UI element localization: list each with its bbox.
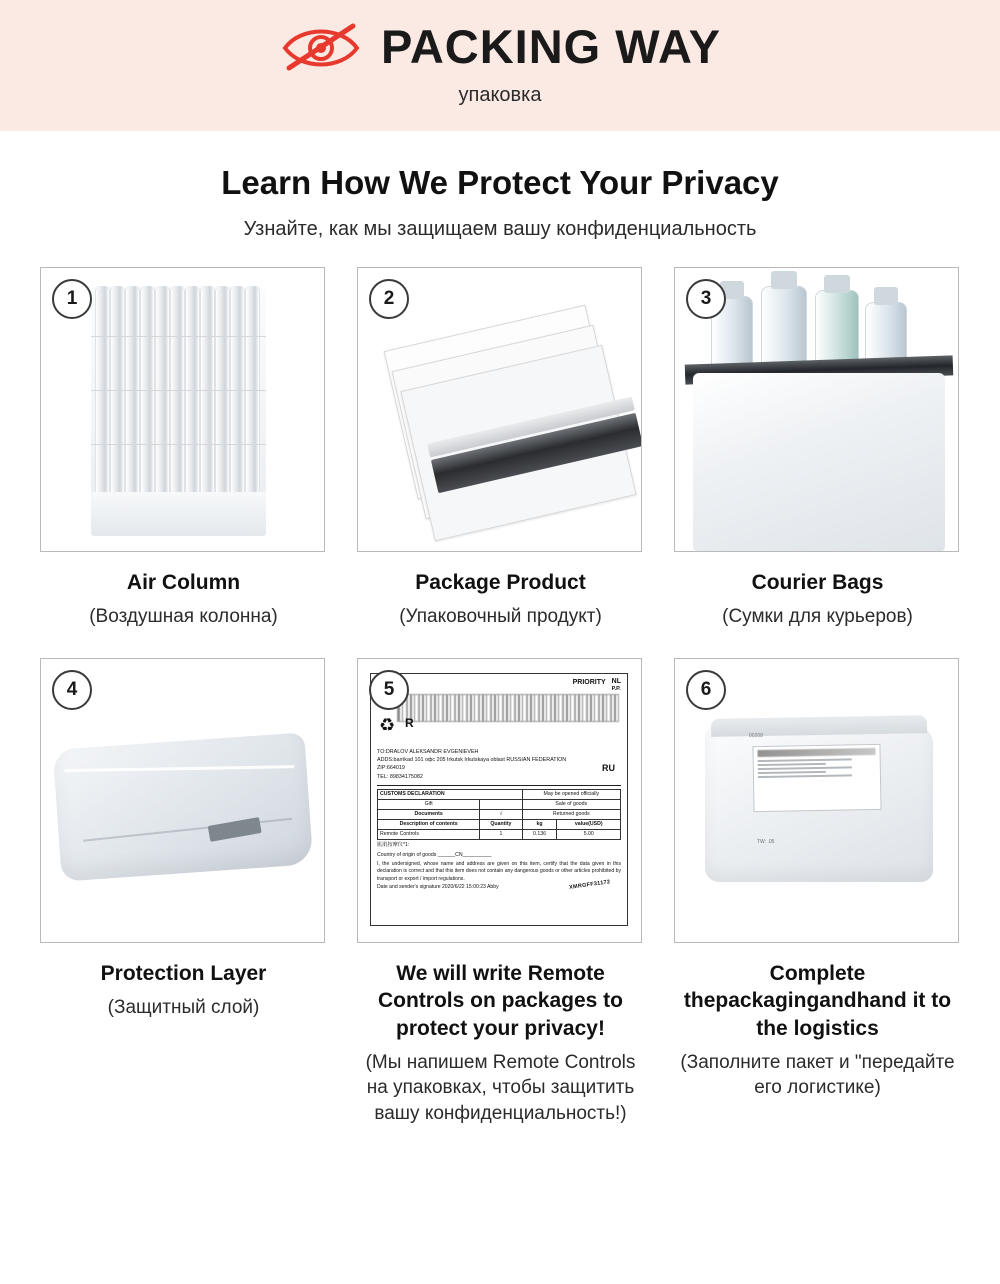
sealed-protective-layer-photo	[40, 658, 325, 943]
customs-documents-label: Documents	[378, 810, 480, 820]
air-column-cushion-photo	[40, 267, 325, 552]
step-badge-3: 3	[686, 279, 726, 319]
label-barcode	[397, 694, 619, 722]
step-badge-4: 4	[52, 670, 92, 710]
label-pp: P.P.	[611, 685, 621, 692]
step-caption-en-3: Courier Bags	[751, 571, 884, 594]
customs-col-kg: kg	[522, 820, 557, 830]
customs-title: CUSTOMS DECLARATION	[378, 790, 523, 800]
customs-declaration-label-photo	[357, 658, 642, 943]
banner-subtitle: упаковка	[458, 84, 542, 106]
recycle-icon: ♻	[379, 714, 396, 735]
customs-documents-mark: √	[480, 810, 522, 820]
customs-cell-description: Remote Controls	[378, 830, 480, 840]
label-chinese-note: 肌肌按摩仪*1:	[377, 842, 410, 849]
customs-sale-label: Sale of goods	[522, 800, 620, 810]
shipping-label	[370, 673, 628, 926]
page-subtitle: Узнайте, как мы защищаем вашу конфиденциальность	[243, 218, 757, 240]
step-card-2	[357, 267, 644, 630]
label-to-line: TO:DRALOV ALEKSANDR EVGENIEVEH	[377, 748, 479, 755]
step-caption-ru-6: (Заполните пакет и "передайте его логистике)	[680, 1051, 955, 1099]
banner-title: PACKING WAY	[380, 19, 722, 73]
label-destination-code: RU	[602, 762, 615, 773]
customs-col-quantity: Quantity	[480, 820, 522, 830]
eye-crossed-icon	[279, 18, 363, 74]
customs-col-description: Description of contents	[378, 820, 480, 830]
may-be-opened-text: May be opened officially	[522, 790, 620, 800]
parcel-illustration	[705, 727, 933, 882]
step-badge-5: 5	[369, 670, 409, 710]
customs-gift-mark	[480, 800, 522, 810]
step-caption-en-5: We will write Remote Controls on packages to protect your privacy!	[377, 961, 624, 1040]
page-title: Learn How We Protect Your Privacy	[221, 164, 779, 201]
step-caption-en-6: Complete thepackagingandhand it to the logistics	[683, 961, 952, 1040]
step-card-4	[40, 658, 327, 1127]
parcel-label	[752, 744, 881, 812]
recycle-r-mark: R	[405, 715, 414, 730]
label-signature-text: Date and sender's signature 2020/6/22 15:00:23 Abby	[377, 883, 499, 890]
label-origin-label: Country of origin of goods	[377, 851, 437, 858]
air-column-illustration	[91, 286, 266, 536]
step-card-6	[674, 658, 961, 1127]
protection-layer-illustration	[53, 732, 314, 881]
parcel-code: 00208	[749, 732, 763, 739]
label-priority-row	[371, 674, 627, 692]
label-address-block	[377, 748, 621, 782]
label-address-line: ADDS:barrikad 101 офс 205 Irkutsk Irkutskaya oblast RUSSIAN FEDERATION	[377, 757, 567, 764]
packing-steps-grid	[40, 267, 960, 1127]
customs-cell-value: 5.00	[557, 830, 621, 840]
label-tel: TEL: 89834175082	[377, 773, 423, 780]
banner-row	[0, 18, 1000, 74]
customs-declaration-table	[377, 789, 621, 840]
customs-gift-label: Gift	[378, 800, 480, 810]
step-badge-2: 2	[369, 279, 409, 319]
label-country-block	[612, 678, 621, 692]
step-caption-en-1: Air Column	[126, 571, 241, 594]
label-declaration-text: I, the undersigned, whose name and address are given on this item, certify that the data given in this declaration is correct and that this item does not contain any dangerous goods or other articles prohibited by transport or export / import regulations.	[377, 860, 621, 882]
label-stamp-code: XMRGFF31172	[569, 879, 612, 892]
step-card-3	[674, 267, 961, 630]
label-origin-value: CN	[455, 851, 463, 858]
customs-cell-kg: 0.136	[522, 830, 557, 840]
step-badge-6: 6	[686, 670, 726, 710]
step-badge-1: 1	[52, 279, 92, 319]
open-courier-bag-with-bottles-photo	[674, 267, 959, 552]
white-poly-mailer-stack-photo	[357, 267, 642, 552]
step-caption-en-4: Protection Layer	[100, 961, 267, 985]
customs-returned-label: Returned goods	[522, 810, 620, 820]
step-card-5	[357, 658, 644, 1127]
finished-parcel-with-label-photo	[674, 658, 959, 943]
label-priority-text: PRIORITY	[572, 678, 606, 686]
label-zip: ZIP:664019	[377, 765, 405, 772]
step-caption-ru-4: (Защитный слой)	[107, 997, 260, 1019]
step-caption-ru-1: (Воздушная колонна)	[89, 606, 278, 628]
customs-col-value: value(USD)	[557, 820, 621, 830]
packing-way-banner	[0, 0, 1000, 131]
step-caption-ru-2: (Упаковочный продукт)	[399, 606, 602, 628]
customs-cell-quantity: 1	[480, 830, 522, 840]
step-caption-ru-3: (Сумки для курьеров)	[722, 606, 913, 628]
step-card-1	[40, 267, 327, 630]
parcel-weight-text: TW: .05	[757, 838, 775, 845]
label-country-code: NL	[611, 677, 621, 685]
label-signature-line	[377, 879, 621, 892]
step-caption-ru-5: (Мы напишем Remote Controls на упаковках, чтобы защитить вашу конфиденциальность!)	[365, 1051, 636, 1125]
label-origin-row: Country of origin of goods ______CN__________	[377, 851, 492, 858]
step-caption-en-2: Package Product	[415, 571, 586, 594]
